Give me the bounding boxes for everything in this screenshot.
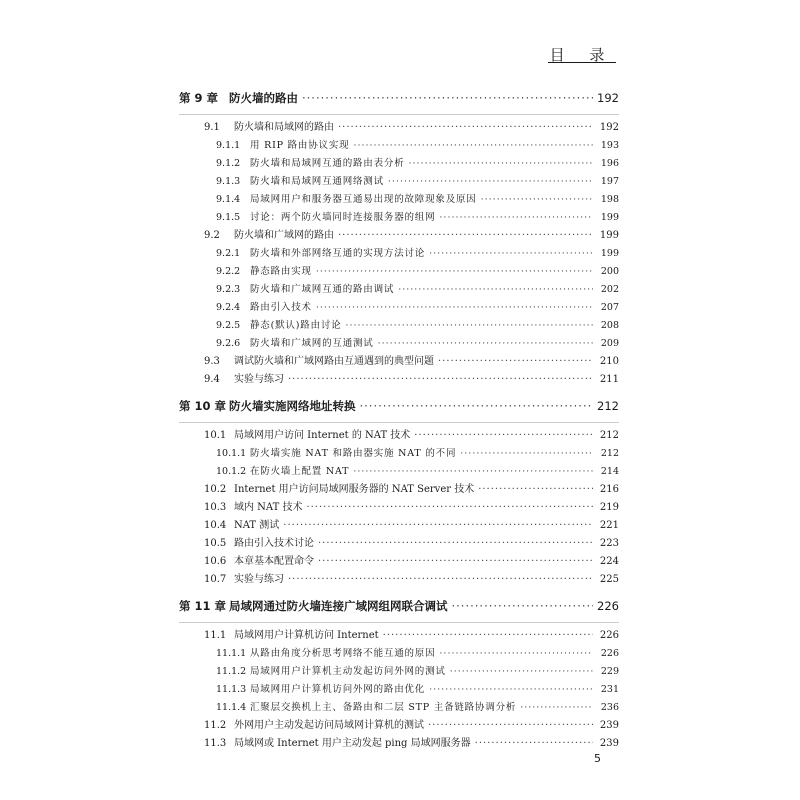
leader-dots xyxy=(353,463,593,481)
entry-number: 10.1.1 xyxy=(216,448,247,459)
entry-title: 局域网用户访问 Internet 的 NAT 技术 xyxy=(234,430,411,441)
entry-title: 实验与练习 xyxy=(234,574,284,585)
entry-page: 196 xyxy=(600,158,619,169)
entry-number: 10.6 xyxy=(204,556,227,567)
leader-dots xyxy=(288,371,593,389)
toc-subsection-entry[interactable] xyxy=(179,445,619,463)
entry-page: 226 xyxy=(600,648,619,659)
entry-title: 路由引入技术讨论 xyxy=(234,538,314,549)
entry-page: 236 xyxy=(600,702,619,713)
entry-title: 静态路由实现 xyxy=(250,266,312,277)
entry-page: 239 xyxy=(599,738,619,749)
entry-title: 防火墙和广域网的互通测试 xyxy=(250,338,374,349)
entry-number: 9.2.6 xyxy=(216,338,241,349)
entry-title: 静态(默认)路由讨论 xyxy=(250,320,342,331)
entry-number: 11.1.4 xyxy=(216,702,247,713)
chapter-gap xyxy=(179,107,619,119)
leader-dots xyxy=(460,445,593,463)
chapter-title: 防火墙的路由 xyxy=(229,91,298,105)
entry-title: NAT 测试 xyxy=(234,520,280,531)
leader-dots xyxy=(283,517,593,535)
entry-page: 193 xyxy=(600,140,619,151)
leader-dots xyxy=(475,735,593,753)
entry-title: 防火墙和广域网互通的路由调试 xyxy=(250,284,395,295)
entry-number: 9.2.2 xyxy=(216,266,241,277)
entry-page: 226 xyxy=(599,630,619,641)
toc-section-entry[interactable] xyxy=(179,499,619,517)
leader-dots xyxy=(388,173,593,191)
toc-section-entry[interactable] xyxy=(179,427,619,445)
entry-number: 10.2 xyxy=(204,484,227,495)
entry-number: 9.3 xyxy=(204,356,220,367)
toc-subsection-entry[interactable] xyxy=(179,645,619,663)
entry-title: 本章基本配置命令 xyxy=(234,556,314,567)
entry-title: 防火墙和广域网的路由 xyxy=(234,230,334,241)
chapter-number: 第 9 章 xyxy=(179,91,219,105)
entry-page: 192 xyxy=(599,122,619,133)
toc-section-entry[interactable] xyxy=(179,627,619,645)
leader-dots xyxy=(338,119,593,137)
chapter-page: 212 xyxy=(597,399,619,413)
leader-dots xyxy=(439,209,593,227)
entry-title: Internet 用户访问局域网服务器的 NAT Server 技术 xyxy=(234,484,475,495)
entry-page: 200 xyxy=(600,266,619,277)
leader-dots xyxy=(452,597,594,615)
entry-number: 11.1.2 xyxy=(216,666,247,677)
leader-dots xyxy=(429,245,593,263)
entry-title: 防火墙和局域网互通网络测试 xyxy=(250,176,384,187)
entry-number: 11.1 xyxy=(204,630,227,641)
leader-dots xyxy=(450,663,593,681)
leader-dots xyxy=(316,263,593,281)
entry-page: 225 xyxy=(599,574,619,585)
toc-section-entry[interactable] xyxy=(179,717,619,735)
toc-section-entry[interactable] xyxy=(179,517,619,535)
toc-subsection-entry[interactable] xyxy=(179,699,619,717)
entry-number: 9.2.5 xyxy=(216,320,241,331)
chapter-page: 226 xyxy=(597,599,619,613)
toc-subsection-entry[interactable] xyxy=(179,155,619,173)
leader-dots xyxy=(520,699,593,717)
table-of-contents xyxy=(179,89,619,753)
toc-subsection-entry[interactable] xyxy=(179,245,619,263)
leader-dots xyxy=(338,227,593,245)
leader-dots xyxy=(481,191,593,209)
entry-title: 局域网或 Internet 用户主动发起 ping 局域网服务器 xyxy=(234,738,471,749)
entry-page: 214 xyxy=(600,466,619,477)
toc-section-entry[interactable] xyxy=(179,553,619,571)
entry-number: 11.1.3 xyxy=(216,684,247,695)
entry-number: 10.1.2 xyxy=(216,466,247,477)
entry-title: 防火墙和局域网互通的路由表分析 xyxy=(250,158,405,169)
entry-number: 9.1 xyxy=(204,122,220,133)
entry-page: 199 xyxy=(600,212,619,223)
leader-dots xyxy=(306,499,593,517)
entry-title: 域内 NAT 技术 xyxy=(234,502,303,513)
header-rule xyxy=(548,62,616,63)
entry-page: 207 xyxy=(600,302,619,313)
entry-number: 9.1.2 xyxy=(216,158,241,169)
entry-page: 216 xyxy=(599,484,619,495)
chapter-title: 局域网通过防火墙连接广域网组网联合调试 xyxy=(229,599,448,613)
toc-subsection-entry[interactable] xyxy=(179,463,619,481)
entry-number: 9.2 xyxy=(204,230,220,241)
entry-number: 9.1.3 xyxy=(216,176,241,187)
chapter-number: 第 11 章 xyxy=(179,599,227,613)
entry-number: 10.4 xyxy=(204,520,227,531)
entry-page: 208 xyxy=(600,320,619,331)
leader-dots xyxy=(414,427,593,445)
entry-number: 9.2.1 xyxy=(216,248,241,259)
entry-title: 防火墙和外部网络互通的实现方法讨论 xyxy=(250,248,426,259)
entry-page: 197 xyxy=(600,176,619,187)
entry-number: 9.1.4 xyxy=(216,194,241,205)
entry-page: 239 xyxy=(599,720,619,731)
entry-number: 10.5 xyxy=(204,538,227,549)
entry-page: 219 xyxy=(599,502,619,513)
toc-subsection-entry[interactable] xyxy=(179,137,619,155)
leader-dots xyxy=(378,335,593,353)
leader-dots xyxy=(345,317,593,335)
entry-number: 9.1.1 xyxy=(216,140,241,151)
leader-dots xyxy=(429,681,593,699)
chapter-heading[interactable] xyxy=(179,597,619,615)
toc-subsection-entry[interactable] xyxy=(179,663,619,681)
chapter-gap xyxy=(179,615,619,627)
leader-dots xyxy=(318,535,593,553)
entry-number: 11.3 xyxy=(204,738,227,749)
entry-page: 212 xyxy=(599,430,619,441)
toc-subsection-entry[interactable] xyxy=(179,263,619,281)
entry-title: 局域网用户计算机访问 Internet xyxy=(234,630,379,641)
toc-subsection-entry[interactable] xyxy=(179,317,619,335)
entry-page: 210 xyxy=(599,356,619,367)
toc-section-entry[interactable] xyxy=(179,571,619,589)
section-gap xyxy=(179,589,619,597)
entry-page: 212 xyxy=(600,448,619,459)
entry-number: 9.4 xyxy=(204,374,220,385)
chapter-page: 192 xyxy=(597,91,619,105)
toc-subsection-entry[interactable] xyxy=(179,209,619,227)
entry-title: 防火墙和局域网的路由 xyxy=(234,122,334,133)
entry-page: 224 xyxy=(599,556,619,567)
toc-subsection-entry[interactable] xyxy=(179,281,619,299)
entry-title: 局域网用户和服务器互通易出现的故障现象及原因 xyxy=(250,194,477,205)
chapter-heading[interactable] xyxy=(179,89,619,107)
leader-dots xyxy=(398,281,593,299)
entry-page: 231 xyxy=(600,684,619,695)
entry-title: 实验与练习 xyxy=(234,374,284,385)
entry-title: 调试防火墙和广域网路由互通遇到的典型问题 xyxy=(234,356,434,367)
entry-page: 199 xyxy=(600,248,619,259)
chapter-number: 第 10 章 xyxy=(179,399,227,413)
entry-page: 199 xyxy=(599,230,619,241)
entry-title: 讨论：两个防火墙同时连接服务器的组网 xyxy=(250,212,436,223)
entry-number: 9.2.3 xyxy=(216,284,241,295)
page-number: 5 xyxy=(594,752,601,765)
leader-dots xyxy=(360,397,594,415)
leader-dots xyxy=(353,137,593,155)
entry-number: 10.1 xyxy=(204,430,227,441)
entry-page: 209 xyxy=(600,338,619,349)
entry-page: 211 xyxy=(599,374,619,385)
entry-page: 202 xyxy=(600,284,619,295)
page-header-title: 目 录 xyxy=(549,46,615,64)
toc-subsection-entry[interactable] xyxy=(179,681,619,699)
toc-subsection-entry[interactable] xyxy=(179,191,619,209)
toc-subsection-entry[interactable] xyxy=(179,335,619,353)
toc-section-entry[interactable] xyxy=(179,535,619,553)
entry-title: 局域网用户计算机主动发起访问外网的测试 xyxy=(250,666,446,677)
toc-section-entry[interactable] xyxy=(179,481,619,499)
entry-page: 198 xyxy=(600,194,619,205)
entry-number: 9.1.5 xyxy=(216,212,241,223)
entry-page: 221 xyxy=(599,520,619,531)
toc-section-entry[interactable] xyxy=(179,227,619,245)
toc-subsection-entry[interactable] xyxy=(179,299,619,317)
leader-dots xyxy=(409,155,593,173)
entry-number: 10.7 xyxy=(204,574,227,585)
entry-number: 11.2 xyxy=(204,720,227,731)
entry-number: 9.2.4 xyxy=(216,302,241,313)
entry-title: 防火墙实施 NAT 和路由器实施 NAT 的不同 xyxy=(250,448,457,459)
leader-dots xyxy=(383,627,593,645)
toc-subsection-entry[interactable] xyxy=(179,173,619,191)
leader-dots xyxy=(478,481,593,499)
entry-number: 11.1.1 xyxy=(216,648,247,659)
section-gap xyxy=(179,389,619,397)
entry-page: 223 xyxy=(599,538,619,549)
entry-title: 路由引入技术 xyxy=(250,302,312,313)
entry-page: 229 xyxy=(600,666,619,677)
chapter-title: 防火墙实施网络地址转换 xyxy=(229,399,356,413)
leader-dots xyxy=(318,553,593,571)
entry-title: 用 RIP 路由协议实现 xyxy=(250,140,350,151)
leader-dots xyxy=(439,645,593,663)
leader-dots xyxy=(316,299,593,317)
leader-dots xyxy=(438,353,593,371)
chapter-heading[interactable] xyxy=(179,397,619,415)
toc-section-entry[interactable] xyxy=(179,735,619,753)
entry-title: 局域网用户计算机访问外网的路由优化 xyxy=(250,684,426,695)
toc-section-entry[interactable] xyxy=(179,353,619,371)
entry-number: 10.3 xyxy=(204,502,227,513)
entry-title: 从路由角度分析思考网络不能互通的原因 xyxy=(250,648,436,659)
toc-section-entry[interactable] xyxy=(179,119,619,137)
entry-title: 外网用户主动发起访问局域网计算机的测试 xyxy=(234,720,424,731)
leader-dots xyxy=(288,571,593,589)
entry-title: 汇聚层交换机上主、备路由和二层 STP 主备链路协调分析 xyxy=(250,702,517,713)
leader-dots xyxy=(302,89,593,107)
entry-title: 在防火墙上配置 NAT xyxy=(250,466,350,477)
toc-section-entry[interactable] xyxy=(179,371,619,389)
leader-dots xyxy=(428,717,593,735)
chapter-gap xyxy=(179,415,619,427)
